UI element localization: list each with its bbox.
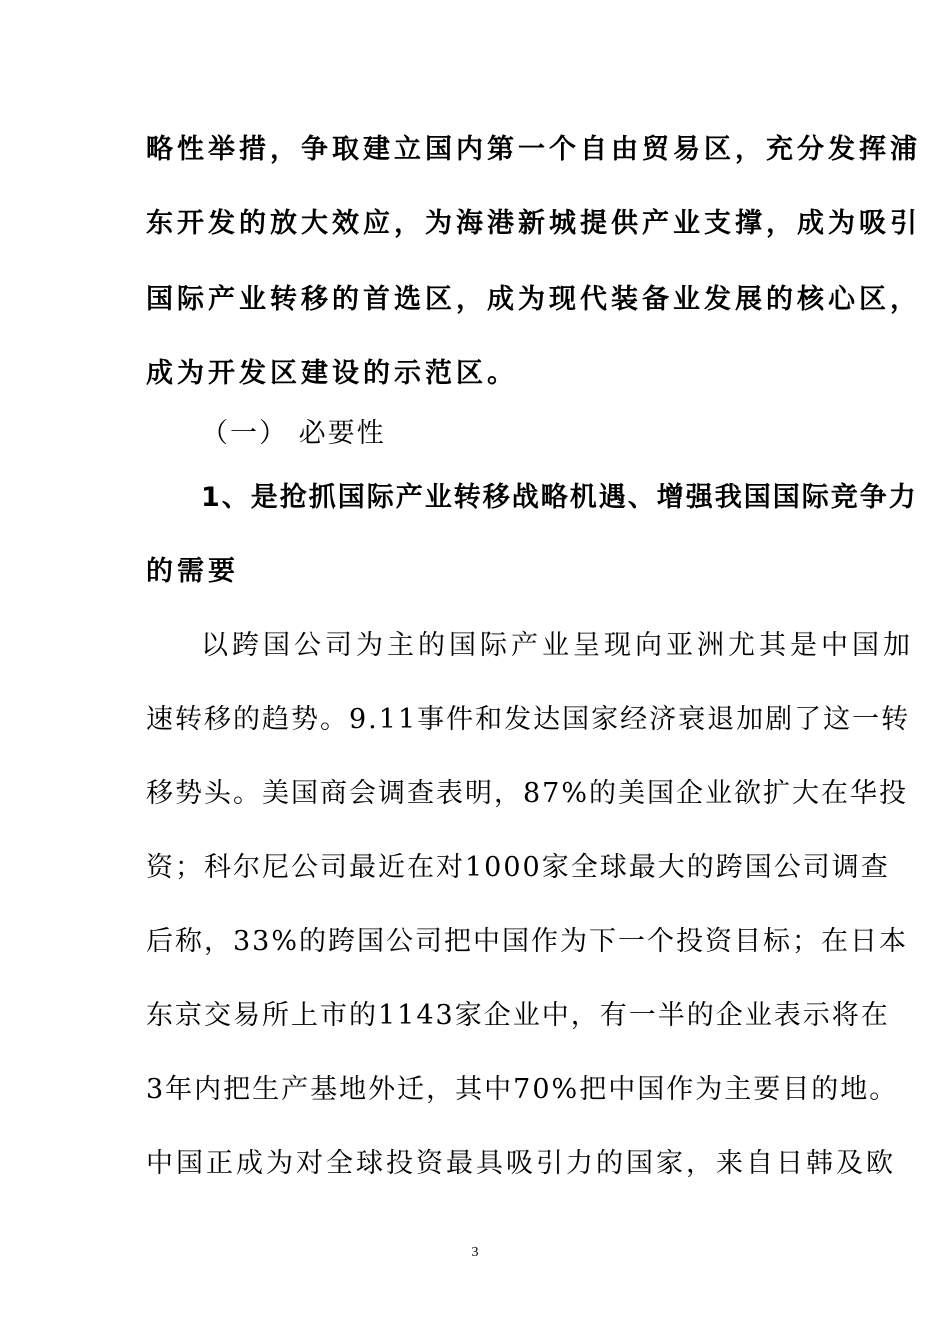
subsection-heading: 1、是抢抓国际产业转移战略机遇、增强我国国际竞争力 xyxy=(201,482,918,513)
paragraph-line: 东开发的放大效应，为海港新城提供产业支撑，成为吸引 xyxy=(146,208,921,239)
paragraph-line: 中国正成为对全球投资最具吸引力的国家，来自日韩及欧 xyxy=(146,1148,896,1179)
paragraph-line: 3年内把生产基地外迁，其中70%把中国作为主要目的地。 xyxy=(146,1074,899,1105)
paragraph-line: 以跨国公司为主的国际产业呈现向亚洲尤其是中国加 xyxy=(201,630,914,661)
subsection-heading-cont: 的需要 xyxy=(146,556,239,587)
paragraph-line: 国际产业转移的首选区，成为现代装备业发展的核心区， xyxy=(146,284,921,315)
paragraph-line: 东京交易所上市的1143家企业中，有一半的企业表示将在 xyxy=(146,1000,890,1031)
paragraph-line: 后称，33%的跨国公司把中国作为下一个投资目标；在日本 xyxy=(146,926,909,957)
paragraph-line: 移势头。美国商会调查表明，87%的美国企业欲扩大在华投 xyxy=(146,778,909,809)
paragraph-line: 资；科尔尼公司最近在对1000家全球最大的跨国公司调查 xyxy=(146,852,890,883)
section-heading: （一） 必要性 xyxy=(201,418,386,449)
paragraph-line: 略性举措，争取建立国内第一个自由贸易区，充分发挥浦 xyxy=(146,134,921,165)
paragraph-line: 速转移的趋势。9.11事件和发达国家经济衰退加剧了这一转 xyxy=(146,704,911,735)
paragraph-line: 成为开发区建设的示范区。 xyxy=(146,358,518,389)
page-number: 3 xyxy=(471,1245,479,1260)
